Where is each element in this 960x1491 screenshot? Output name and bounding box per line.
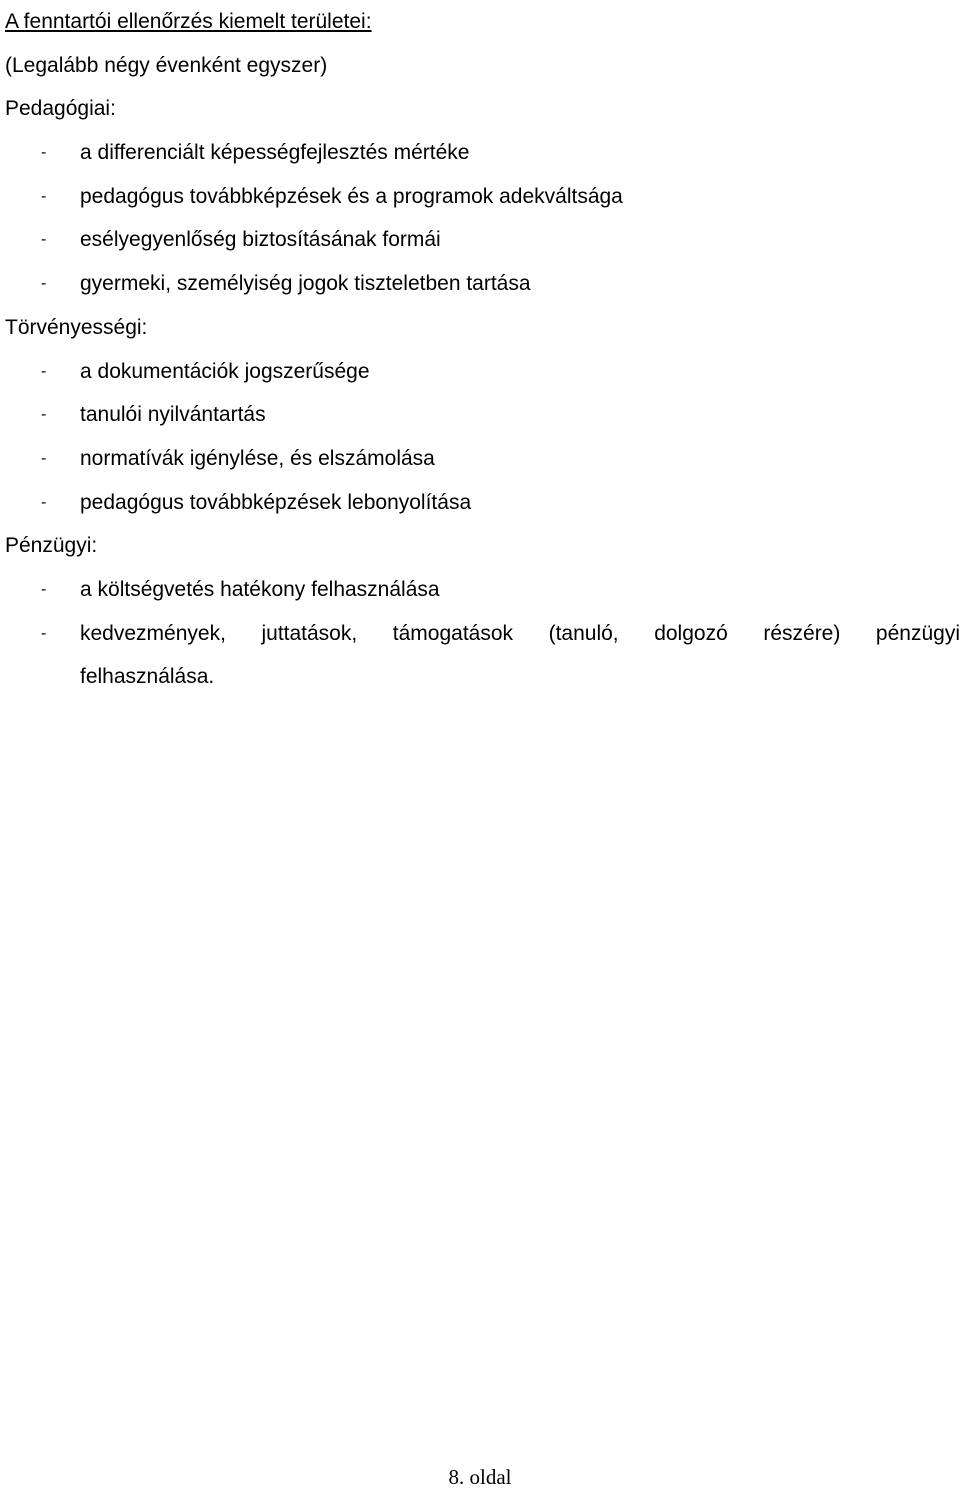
list-item [5, 612, 960, 656]
bullet-dash: - [41, 449, 47, 467]
subtitle: (Legalább négy évenként egyszer) [5, 53, 328, 77]
document-body [5, 0, 960, 699]
list-item [5, 218, 960, 262]
bullet-dash: - [41, 493, 47, 511]
bullet-dash: - [41, 580, 47, 598]
section-label-pedagogiai: Pedagógiai: [5, 97, 116, 121]
list-item-text: tanulói nyilvántartás [80, 403, 266, 427]
list-item-continuation: felhasználása. [80, 665, 215, 689]
bullet-dash: - [41, 144, 47, 162]
list-item [5, 175, 960, 219]
bullet-dash: - [41, 406, 47, 424]
list-item [5, 437, 960, 481]
bullet-dash: - [41, 275, 47, 293]
list-item-text: a differenciált képességfejlesztés mértéke [80, 141, 470, 165]
list-item-text: esélyegyenlőség biztosításának formái [80, 228, 441, 252]
list-item [5, 481, 960, 525]
list-item-text: gyermeki, személyiség jogok tiszteletben tartása [80, 272, 531, 296]
list-item-text: kedvezmények, juttatások, támogatások (tanuló, dolgozó részére) pénzügyi [80, 621, 960, 645]
list-item-text: pedagógus továbbképzések lebonyolítása [80, 490, 472, 514]
bullet-dash: - [41, 624, 47, 642]
list-item-text: pedagógus továbbképzések és a programok adekváltsága [80, 184, 623, 208]
page-title: A fenntartói ellenőrzés kiemelt területei: [5, 10, 372, 33]
bullet-dash: - [41, 231, 47, 249]
list-item-text: a költségvetés hatékony felhasználása [80, 577, 440, 601]
page-number: 8. oldal [448, 1465, 512, 1489]
list-item [5, 131, 960, 175]
list-item [5, 262, 960, 306]
list-item-text: a dokumentációk jogszerűsége [80, 359, 370, 383]
section-label-penzugyi: Pénzügyi: [5, 534, 98, 558]
list-item [5, 350, 960, 394]
bullet-dash: - [41, 362, 47, 380]
list-item [5, 393, 960, 437]
list-item [5, 568, 960, 612]
bullet-dash: - [41, 187, 47, 205]
list-item-text: normatívák igénylése, és elszámolása [80, 446, 435, 470]
section-label-torvenyessegi: Törvényességi: [5, 315, 148, 339]
